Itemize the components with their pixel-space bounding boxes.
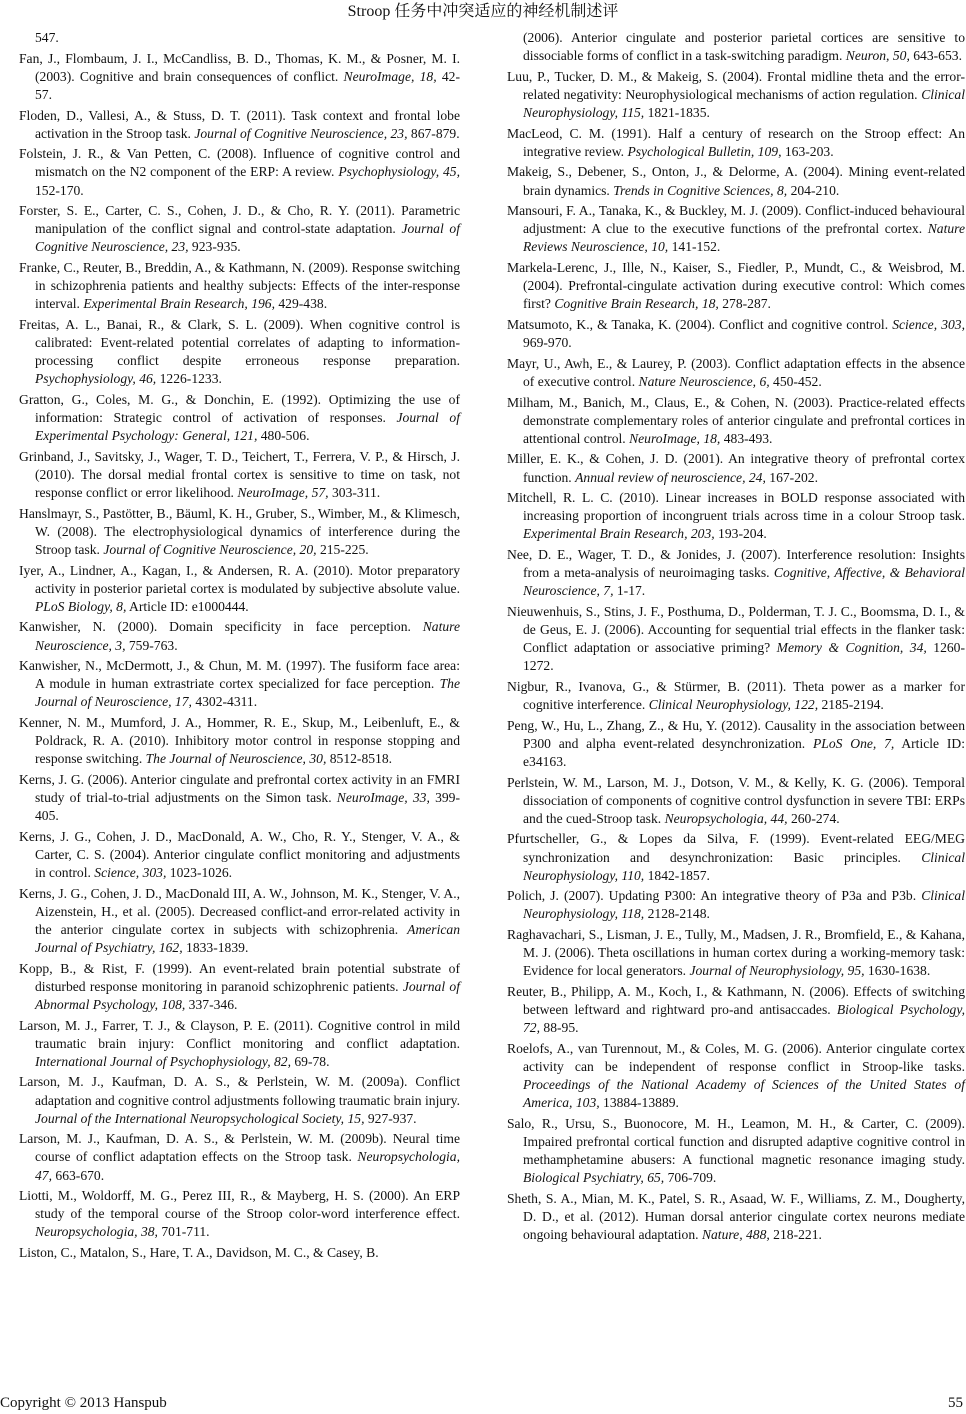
reference-journal: Biological Psychiatry, 65, [523, 1170, 665, 1186]
reference-entry [19, 960, 460, 1014]
reference-pages: 399-405. [35, 790, 460, 824]
reference-text: Grinband, J., Savitsky, J., Wager, T. D., Teichert, T., Ferrera, V. P., & Hirsch, J. (2010). The dorsal medial frontal cortex is sensitive to time on task, not response conflict or error likelihood. [19, 448, 460, 500]
reference-text: Reuter, B., Philipp, A. M., Koch, I., & Kathmann, N. (2006). Effects of switching between leftward and rightward pro-and antisaccades. [507, 983, 965, 1018]
reference-pages: 42-57. [35, 68, 460, 102]
reference-entry [507, 1190, 965, 1244]
reference-pages: 923-935. [188, 239, 241, 255]
reference-text: Perlstein, W. M., Larson, M. J., Dotson, V. M., & Kelly, K. G. (2006). Temporal dissociation of components of cognitive control dysfunction in severe TBI: ERPs and the cued-Stroop task. [507, 774, 965, 826]
reference-entry [19, 618, 460, 654]
reference-text: Folstein, J. R., & Van Petten, C. (2008). Influence of cognitive control and mismatch on the N2 component of the ERP: A review. [19, 146, 460, 180]
reference-pages: 8512-8518. [326, 751, 393, 767]
reference-entry [507, 316, 965, 352]
reference-journal: Psychophysiology, 46, [35, 371, 157, 387]
reference-journal: NeuroImage, 18, [343, 68, 437, 84]
reference-entry [507, 202, 965, 256]
reference-journal: Annual review of neuroscience, 24, [575, 469, 766, 485]
reference-text: Kerns, J. G. (2006). Anterior cingulate and prefrontal cortex activity in an FMRI study of trial-to-trial adjustments on the Simon task. [19, 771, 460, 806]
reference-entry [507, 830, 965, 884]
reference-text: Iyer, A., Lindner, A., Kagan, I., & Andersen, R. A. (2010). Motor preparatory activity in posterior parietal cortex is modulated by subjective absolute value. [19, 562, 460, 596]
reference-text: Markela-Lerenc, J., Ille, N., Kaiser, S., Fiedler, P., Mundt, C., & Weisbrod, M. (2004). Prefrontal-cingulate activation during executive control: Which comes first? [507, 260, 965, 312]
reference-entry [507, 546, 965, 600]
reference-journal: Nature Reviews Neuroscience, 10, [523, 221, 965, 255]
reference-journal: Memory & Cognition, 34, [776, 640, 927, 656]
reference-pages: 278-287. [718, 296, 771, 312]
reference-pages: 1226-1233. [156, 371, 222, 387]
reference-pages: 141-152. [668, 239, 721, 255]
reference-text: 547. [35, 30, 59, 45]
reference-pages: 215-225. [316, 541, 369, 557]
reference-pages: 1821-1835. [644, 104, 710, 120]
reference-pages: 4302-4311. [191, 694, 258, 710]
reference-journal: Psychological Bulletin, 109, [627, 143, 782, 159]
reference-entry [507, 29, 965, 65]
reference-journal: The Journal of Neuroscience, 17, [35, 676, 460, 710]
reference-entry [507, 489, 965, 543]
reference-pages: 1-17. [613, 583, 646, 599]
reference-journal: Clinical Neurophysiology, 118, [523, 888, 965, 922]
reference-entry [19, 657, 460, 711]
reference-journal: Journal of Experimental Psychology: General, 121, [35, 410, 460, 444]
reference-pages: 2185-2194. [818, 697, 884, 712]
reference-pages: Article ID: e1000444. [126, 598, 249, 614]
reference-pages: 450-452. [769, 373, 822, 389]
reference-entry [19, 145, 460, 199]
reference-text: Mansouri, F. A., Tanaka, K., & Buckley, M. J. (2009). Conflict-induced behavioural adjustment: A clue to the executive functions of the prefrontal cortex. [507, 203, 965, 237]
reference-pages: 167-202. [765, 469, 818, 485]
reference-text: Mayr, U., Awh, E., & Laurey, P. (2003). Conflict adaptation effects in the absence of executive control. [507, 355, 965, 389]
reference-text: Makeig, S., Debener, S., Onton, J., & Delorme, A. (2004). Mining event-related brain dynamics. [507, 164, 965, 198]
reference-text: Milham, M., Banich, M., Claus, E., & Cohen, N. (2003). Practice-related effects demonstrate complementary roles of anterior cingulate and prefrontal cortices in attentional control. [507, 394, 965, 446]
reference-text: Franke, C., Reuter, B., Breddin, A., & Kathmann, N. (2009). Response switching in schizophrenia patients and healthy subjects: Effects of the inter-response interval. [19, 260, 460, 312]
reference-journal: Neuropsychologia, 47, [35, 1149, 460, 1183]
reference-journal: Clinical Neurophysiology, 115, [523, 86, 965, 120]
reference-text: Liotti, M., Woldorff, M. G., Perez III, R., & Mayberg, H. S. (2000). An ERP study of the temporal course of the Stroop color-word interference effect. [19, 1188, 460, 1222]
reference-text: Salo, R., Ursu, S., Buonocore, M. H., Leamon, M. H., & Carter, C. (2009). Impaired prefrontal cortical function and disrupted adaptive cognitive control in methamphetamine abusers: A functional magnetic resonance imaging study. [507, 1115, 965, 1167]
reference-entry [507, 125, 965, 161]
reference-text: Raghavachari, S., Lisman, J. E., Tully, M., Madsen, J. R., Bromfield, E., & Kahana, M. J. (2006). Theta oscillations in human cortex during a working-memory task: Evidence for local generators. [507, 927, 965, 979]
reference-journal: Journal of Cognitive Neuroscience, 20, [103, 541, 317, 557]
reference-pages: 969-970. [523, 335, 572, 351]
reference-text: Kopp, B., & Rist, F. (1999). An event-related brain potential substrate of disturbed response monitoring in paranoid schizophrenic patients. [19, 960, 460, 994]
reference-entry [507, 1040, 965, 1112]
reference-entry [19, 771, 460, 825]
reference-journal: The Journal of Neuroscience, 30, [145, 751, 327, 767]
reference-text: Miller, E. K., & Cohen, J. D. (2001). An integrative theory of prefrontal cortex function. [507, 451, 965, 485]
reference-entry [19, 1130, 460, 1184]
reference-entry [19, 259, 460, 313]
reference-journal: Trends in Cognitive Sciences, 8, [613, 182, 788, 198]
reference-text: Sheth, S. A., Mian, M. K., Patel, S. R., Asaad, W. F., Williams, Z. M., Dougherty, D. D., et al. (2012). Human dorsal anterior cingulate cortex neurons mediate ongoing behavioural adaptation. [507, 1190, 965, 1242]
reference-pages: 1630-1638. [864, 963, 931, 979]
reference-text: Kanwisher, N. (2000). Domain specificity in face perception. [19, 619, 423, 635]
reference-entry [19, 505, 460, 559]
reference-entry [19, 107, 460, 143]
reference-text: Pfurtscheller, G., & Lopes da Silva, F. (1999). Event-related EEG/MEG synchronization and desynchronization: Basic principles. [507, 831, 965, 865]
reference-pages: 1842-1857. [644, 867, 710, 883]
reference-text: Larson, M. J., Kaufman, D. A. S., & Perlstein, W. M. (2009b). Neural time course of conflict adaptation effects on the Stroop task. [19, 1131, 460, 1165]
reference-journal: Experimental Brain Research, 196, [83, 296, 275, 312]
reference-text: Kanwisher, N., McDermott, J., & Chun, M. M. (1997). The fusiform face area: A module in human extrastriate cortex specialized for face perception. [19, 658, 460, 692]
reference-pages: 480-506. [257, 428, 310, 444]
reference-pages: 1260-1272. [523, 640, 966, 674]
reference-pages: 927-937. [364, 1110, 417, 1126]
reference-text: Freitas, A. L., Banai, R., & Clark, S. L. (2009). When cognitive control is calibrated: Event-related potential correlates of adapting to information-processing conflict despite erroneous response preparation. [19, 316, 460, 369]
reference-journal: Cognitive, Affective, & Behavioral Neuroscience, 7, [523, 565, 966, 599]
reference-text: Luu, P., Tucker, D. M., & Makeig, S. (2004). Frontal midline theta and the error-related negativity: Neurophysiological mechanisms of action regulation. [507, 68, 965, 102]
reference-pages: 1833-1839. [182, 940, 249, 955]
reference-pages: 88-95. [540, 1020, 579, 1036]
reference-text: Polich, J. (2007). Updating P300: An integrative theory of P3a and P3b. [507, 888, 922, 904]
reference-journal: Clinical Neurophysiology, 122, [648, 697, 819, 712]
reference-pages: 1023-1026. [166, 865, 233, 881]
reference-entry [19, 562, 460, 616]
reference-text: Nieuwenhuis, S., Stins, J. F., Posthuma, D., Polderman, T. J. C., Boomsma, D. I., & de Geus, E. J. (2006). Accounting for sequential trial effects in the flanker task: Conflict adaptation or associative priming? [507, 603, 965, 656]
reference-entry [19, 1244, 460, 1262]
reference-entry [19, 1073, 460, 1127]
reference-text: Fan, J., Flombaum, J. I., McCandliss, B. D., Thomas, K. M., & Posner, M. I. (2003). Cognitive and brain consequences of conflict. [19, 50, 460, 84]
reference-entry [507, 603, 965, 675]
reference-text: Forster, S. E., Carter, C. S., Cohen, J. D., & Cho, R. Y. (2011). Parametric manipulation of the conflict signal and control-state adaptation. [19, 203, 460, 237]
reference-entry [19, 1017, 460, 1071]
copyright-footer: Copyright © 2013 Hanspub [0, 1395, 167, 1411]
reference-entry [507, 983, 965, 1037]
reference-entry [507, 717, 965, 771]
reference-entry [507, 450, 965, 486]
reference-text: Nee, D. E., Wager, T. D., & Jonides, J. (2007). Interference resolution: Insights from a meta-analysis of neuroimaging tasks. [507, 547, 965, 581]
reference-pages: 701-711. [157, 1224, 210, 1240]
reference-journal: Journal of the International Neuropsychological Society, 15, [35, 1110, 365, 1126]
reference-journal: Experimental Brain Research, 203, [523, 526, 715, 542]
running-header: Stroop 任务中冲突适应的神经机制述评 [347, 3, 619, 20]
reference-journal: Neuron, 50, [845, 48, 910, 64]
reference-pages: 429-438. [274, 296, 328, 312]
reference-entry [507, 774, 965, 828]
reference-journal: Neuropsychologia, 44, [664, 810, 788, 826]
reference-entry [507, 68, 965, 122]
reference-entry [19, 202, 460, 256]
reference-pages: 163-203. [781, 143, 834, 159]
reference-pages: 337-346. [185, 996, 238, 1012]
reference-text: Roelofs, A., van Turennout, M., & Coles, M. G. (2006). Anterior cingulate cortex activity can be independent of response conflict in Stroop-like tasks. [507, 1040, 965, 1074]
reference-pages: 643-653. [909, 48, 962, 64]
reference-text: Nigbur, R., Ivanova, G., & Stürmer, B. (2011). Theta power as a marker for cognitive interference. [507, 678, 965, 712]
reference-entry [507, 163, 965, 199]
reference-pages: 13884-13889. [599, 1095, 679, 1111]
reference-entry [19, 29, 460, 47]
reference-pages: 218-221. [769, 1226, 822, 1242]
reference-text: Mitchell, R. L. C. (2010). Linear increases in BOLD response associated with increasing proportion of incongruent trials across time in a colour Stroop task. [507, 490, 965, 524]
reference-pages: 69-78. [290, 1053, 330, 1069]
reference-entry [507, 355, 965, 391]
reference-pages: 303-311. [328, 485, 381, 500]
reference-entry [19, 885, 460, 957]
reference-text: Kerns, J. G., Cohen, J. D., MacDonald, A. W., Cho, R. Y., Stenger, V. A., & Carter, C. S. (2004). Anterior cingulate conflict monitoring and adjustments in control. [19, 828, 460, 881]
reference-text: (2006). Anterior cingulate and posterior parietal cortices are sensitive to dissociable forms of conflict in a task-switching paradigm. [523, 30, 965, 64]
reference-entry [507, 394, 965, 448]
reference-journal: Cognitive Brain Research, 18, [554, 296, 719, 312]
reference-pages: 759-763. [125, 637, 178, 653]
reference-journal: Journal of Cognitive Neuroscience, 23, [194, 125, 408, 141]
reference-journal: Biological Psychology, 72, [523, 1002, 965, 1036]
page-number: 55 [948, 1395, 963, 1411]
reference-pages: 152-170. [35, 182, 84, 198]
reference-pages: 2128-2148. [644, 906, 710, 922]
reference-pages: 204-210. [787, 182, 840, 198]
reference-journal: Science, 303, [94, 865, 167, 881]
reference-journal: NeuroImage, 33, [336, 790, 430, 806]
reference-journal: PLoS One, 7, [813, 735, 895, 751]
reference-pages: 193-204. [714, 526, 767, 542]
reference-text: Kerns, J. G., Cohen, J. D., MacDonald III, A. W., Johnson, M. K., Stenger, V. A., Aizenstein, H., et al. (2005). Decreased conflict-and error-related activity in the anterior cingulate cortex in subjects with schizophrenia. [19, 885, 460, 937]
reference-text: Matsumoto, K., & Tanaka, K. (2004). Conflict and cognitive control. [507, 316, 893, 332]
reference-entry [19, 448, 460, 502]
reference-journal: Journal of Cognitive Neuroscience, 23, [35, 221, 460, 255]
reference-journal: Journal of Abnormal Psychology, 108, [35, 978, 460, 1012]
reference-journal: Nature, 488, [701, 1226, 770, 1242]
reference-entry [19, 1187, 460, 1241]
reference-pages: 260-274. [787, 810, 840, 826]
reference-text: Liston, C., Matalon, S., Hare, T. A., Davidson, M. C., & Casey, B. [19, 1245, 379, 1261]
reference-entry [19, 50, 460, 104]
reference-entry [19, 714, 460, 768]
reference-entry [507, 678, 965, 714]
reference-journal: International Journal of Psychophysiology, 82, [35, 1053, 291, 1069]
reference-journal: Science, 303, [892, 316, 965, 332]
reference-journal: Journal of Neurophysiology, 95, [689, 963, 865, 979]
reference-pages: 483-493. [720, 430, 773, 446]
reference-text: Peng, W., Hu, L., Zhang, Z., & Hu, Y. (2012). Causality in the association between P300 and alpha event-related desynchronization. [507, 717, 965, 751]
reference-entry [19, 391, 460, 445]
reference-text: Hanslmayr, S., Pastötter, B., Bäuml, K. H., Gruber, S., Wimber, M., & Klimesch, W. (2008). The electrophysiological dynamics of interference during the Stroop task. [19, 505, 460, 557]
reference-text: Gratton, G., Coles, M. G., & Donchin, E. (1992). Optimizing the use of information: Strategic control of activation of responses. [19, 391, 460, 426]
reference-entry [19, 828, 460, 882]
reference-entry [507, 1115, 965, 1187]
reference-entry [507, 926, 965, 980]
reference-journal: Clinical Neurophysiology, 110, [523, 849, 965, 883]
reference-text: MacLeod, C. M. (1991). Half a century of research on the Stroop effect: An integrative review. [507, 125, 965, 159]
reference-pages: 867-879. [407, 125, 460, 141]
reference-journal: NeuroImage, 57, [237, 485, 329, 500]
reference-pages: 706-709. [664, 1170, 717, 1186]
references-left-column [19, 29, 460, 1265]
reference-pages: 663-670. [52, 1167, 105, 1183]
reference-entry [19, 316, 460, 388]
reference-journal: NeuroImage, 18, [629, 430, 721, 446]
reference-text: Floden, D., Vallesi, A., & Stuss, D. T. (2011). Task context and frontal lobe activation in the Stroop task. [19, 107, 460, 141]
reference-entry [507, 887, 965, 923]
reference-journal: American Journal of Psychiatry, 162, [35, 921, 460, 955]
reference-text: Larson, M. J., Farrer, T. J., & Clayson, P. E. (2011). Cognitive control in mild traumatic brain injury: Conflict monitoring and conflict adaptation. [19, 1017, 460, 1051]
reference-journal: Neuropsychologia, 38, [35, 1224, 158, 1240]
reference-journal: Psychophysiology, 45, [338, 164, 460, 180]
reference-text: Larson, M. J., Kaufman, D. A. S., & Perlstein, W. M. (2009a). Conflict adaptation and cognitive control adjustments following traumatic brain injury. [19, 1074, 460, 1108]
reference-journal: PLoS Biology, 8, [35, 598, 127, 614]
reference-entry [507, 259, 965, 313]
reference-text: Kenner, N. M., Mumford, J. A., Hommer, R. E., Skup, M., Leibenluft, E., & Poldrack, R. A. (2010). Inhibitory motor control in response stopping and response switching. [19, 715, 460, 767]
references-right-column [507, 29, 965, 1247]
reference-journal: Proceedings of the National Academy of Sciences of the United States of America, 103, [523, 1077, 965, 1111]
reference-journal: Nature Neuroscience, 6, [638, 373, 770, 389]
reference-pages: Article ID: e34163. [523, 735, 965, 769]
reference-journal: Nature Neuroscience, 3, [35, 619, 460, 653]
